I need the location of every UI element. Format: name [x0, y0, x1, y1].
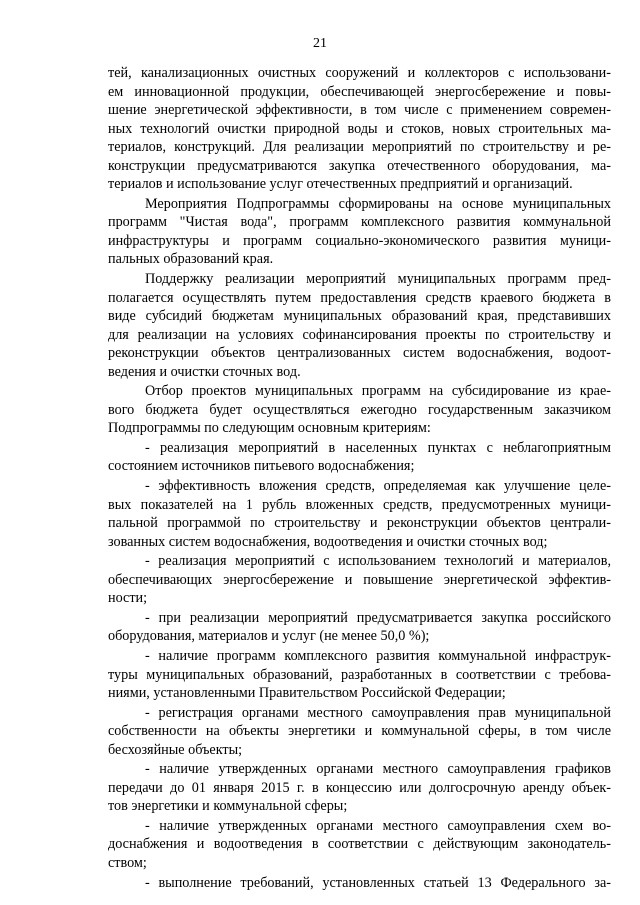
text-line: - эффективность вложения средств, определяемая как улучшение целе- [145, 478, 611, 495]
text-line: - реализация мероприятий с использованием технологий и материалов, [145, 553, 611, 570]
text-line: - наличие программ комплексного развития коммунальной инфраструк- [145, 647, 611, 664]
text-line: вых показателей на 1 рубль вложенных средств, предусмотренных муници- [108, 496, 611, 513]
text-line: - выполнение требований, установленных статьей 13 Федерального за- [145, 874, 611, 891]
paragraph [108, 195, 611, 269]
text-line: - регистрация органами местного самоуправления прав муниципальной [145, 704, 611, 721]
text-line: Подпрограммы по следующим основным критериям: [108, 420, 431, 437]
text-line: тей, канализационных очистных сооружений и коллекторов с использовани- [108, 65, 611, 81]
text-line: ности; [108, 590, 148, 607]
paragraph [108, 760, 611, 816]
text-line: пальной программой по строительству и реконструкции объектов централи- [108, 515, 611, 532]
text-line: ем инновационной продукции, обеспечивающей энергосбережение и повы- [108, 83, 611, 100]
paragraph [108, 382, 611, 438]
text-line: - реализация мероприятий в населенных пунктах с неблагоприятным [145, 439, 611, 456]
paragraph [108, 609, 611, 646]
text-line: обеспечивающих энергосбережение и повышение энергетической эффектив- [108, 571, 611, 588]
text-line: ведения и очистки сточных вод. [108, 363, 301, 380]
paragraph [108, 647, 611, 703]
text-line: туры муниципальных образований, разработанных в соответствии с требова- [108, 666, 611, 683]
paragraph [108, 817, 611, 873]
paragraph [108, 874, 611, 893]
text-line: инфраструктуры и программ социально-экономического развития муници- [108, 232, 611, 249]
text-line: пальных образований края. [108, 251, 274, 268]
text-line: оборудования, материалов и услуг (не менее 50,0 %); [108, 628, 430, 645]
text-line: вого бюджета будет осуществляться ежегодно государственным заказчиком [108, 401, 611, 418]
text-line: полагается осуществлять путем предоставления средств краевого бюджета в [108, 289, 611, 306]
text-line: для реализации на условиях софинансирования проекты по строительству и [108, 326, 611, 343]
paragraph [108, 270, 611, 381]
text-line: программ "Чистая вода", программ комплексного развития коммунальной [108, 214, 611, 231]
document-body [108, 64, 611, 893]
text-line: собственности на объекты энергетики и коммунальной сферы, в том числе [108, 723, 611, 740]
text-line: Мероприятия Подпрограммы сформированы на основе муниципальных [145, 195, 611, 212]
text-line: бесхозяйные объекты; [108, 741, 243, 758]
text-line: - наличие утвержденных органами местного самоуправления графиков [145, 761, 611, 778]
page-number: 21 [313, 36, 327, 51]
text-line: ных технологий очистки природной воды и стоков, новых строительных ма- [108, 120, 611, 137]
paragraph [108, 552, 611, 608]
text-line: реконструкции объектов централизованных систем водоснабжения, водоот- [108, 345, 611, 362]
text-line: - при реализации мероприятий предусматривается закупка российского [145, 609, 611, 626]
text-line: териалов, конструкций. Для реализации мероприятий по строительству и ре- [108, 139, 611, 156]
paragraph [108, 439, 611, 476]
text-line: доснабжения и водоотведения в соответствии с действующим законодатель- [108, 836, 611, 853]
text-line: ниями, установленными Правительством Российской Федерации; [108, 685, 506, 702]
text-line: тов энергетики и коммунальной сферы; [108, 798, 348, 815]
text-line: Поддержку реализации мероприятий муниципальных программ пред- [145, 271, 611, 288]
paragraph [108, 477, 611, 551]
text-line: - наличие утвержденных органами местного самоуправления схем во- [145, 817, 611, 834]
text-line: ством; [108, 854, 147, 871]
text-line: передачи до 01 января 2015 г. в концессию или долгосрочную аренду объек- [108, 779, 611, 796]
paragraph [108, 64, 611, 194]
text-line: Отбор проектов муниципальных программ на субсидирование из крае- [145, 383, 611, 400]
text-line: шение энергетической эффективности, в том числе с применением современ- [108, 102, 611, 119]
text-line: териалов и использование услуг отечественных предприятий и организаций. [108, 176, 573, 193]
paragraph [108, 704, 611, 760]
text-line: состоянием источников питьевого водоснабжения; [108, 458, 415, 475]
text-line: виде субсидий бюджетам муниципальных образований края, представивших [108, 308, 611, 325]
text-line: зованных систем водоснабжения, водоотведения и очистки сточных вод; [108, 533, 548, 550]
text-line: конструкции предусматриваются закупка отечественного оборудования, ма- [108, 157, 611, 174]
